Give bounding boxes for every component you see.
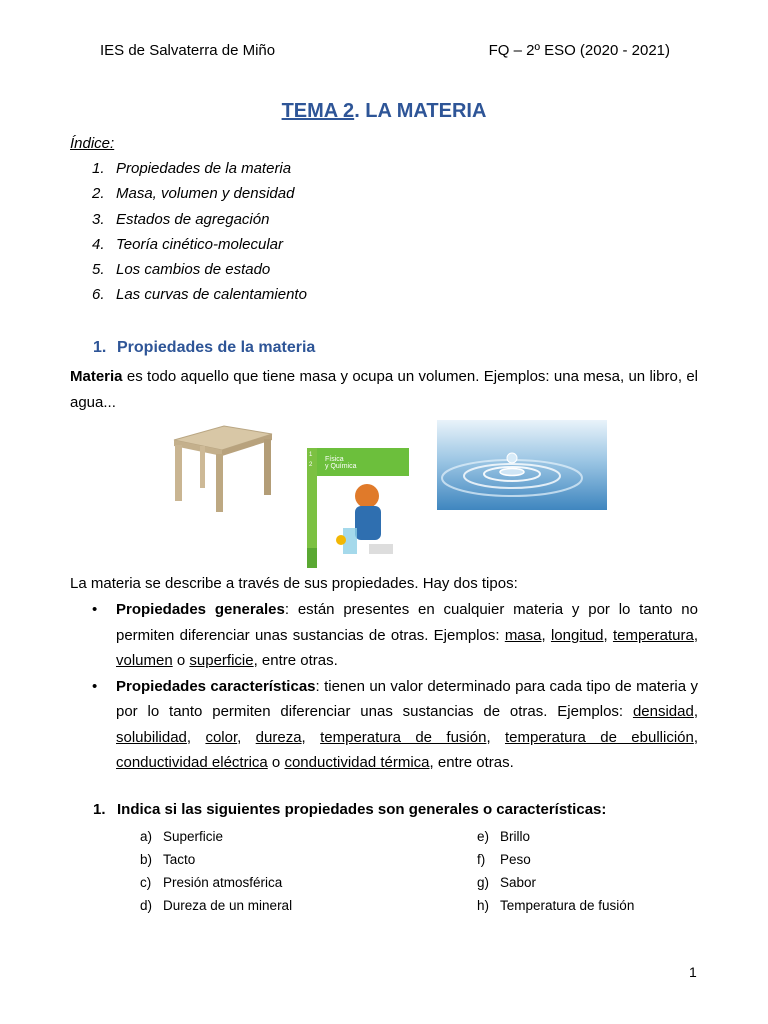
- index-item: [92, 210, 307, 235]
- separator: ,: [237, 728, 256, 746]
- example-mass: masa: [504, 626, 542, 644]
- option-item: [140, 874, 292, 897]
- example-density: densidad: [632, 703, 694, 720]
- index-item-text: Las curvas de calentamiento: [116, 286, 307, 304]
- exercise-text: Indica si las siguientes propiedades son generales o características:: [117, 801, 607, 818]
- water-drop-image: [437, 420, 607, 510]
- option-letter: a): [140, 829, 153, 844]
- title-name: . LA MATERIA: [354, 100, 487, 122]
- property-types-list: [92, 597, 698, 776]
- example-hardness: dureza: [255, 728, 302, 746]
- option-text: Dureza de un mineral: [163, 898, 293, 913]
- option-letter: g): [477, 875, 490, 890]
- intro-paragraph: La materia se describe a través de sus propiedades. Hay dos tipos:: [70, 575, 518, 592]
- general-text: : están presentes en cualquier materia y por lo tanto no permiten diferenciar unas sustancias de otras. Ejemplos:: [116, 601, 698, 644]
- page-title: [0, 100, 768, 123]
- exercise-num: 1.: [93, 801, 106, 818]
- option-text: Peso: [500, 852, 531, 867]
- page-number: 1: [689, 964, 697, 980]
- section-num: 1.: [93, 339, 107, 356]
- definition-text: es todo aquello que tiene masa y ocupa un volumen. Ejemplos: una mesa, un libro, el agua...: [70, 368, 698, 411]
- index-item: [92, 260, 307, 285]
- options-column-right: [477, 828, 634, 920]
- separator: o: [172, 652, 190, 669]
- book-cover-image: [307, 448, 409, 568]
- book-level-2: 2: [309, 462, 313, 468]
- example-color: color: [205, 728, 238, 746]
- index-item-num: 6.: [92, 286, 105, 304]
- example-surface: superficie: [189, 652, 254, 669]
- characteristic-text: : tienen un valor determinado para cada tipo de materia y por lo tanto permiten diferenciar unas sustancias de otras. Ejemplos:: [116, 677, 699, 720]
- index-item-num: 3.: [92, 210, 105, 228]
- option-text: Sabor: [500, 875, 537, 890]
- index-item-text: Masa, volumen y densidad: [116, 185, 295, 203]
- index-item: [92, 184, 307, 209]
- example-length: longitud: [550, 626, 604, 644]
- section-heading: [93, 339, 315, 357]
- general-term: Propiedades generales: [116, 601, 285, 618]
- option-text: Superficie: [163, 829, 224, 844]
- option-text: Tacto: [163, 852, 196, 867]
- option-text: Presión atmosférica: [163, 875, 283, 890]
- example-boiling-point: temperatura de ebullición: [504, 728, 694, 746]
- separator: ,: [693, 728, 699, 746]
- separator: o: [267, 754, 285, 771]
- option-letter: d): [140, 898, 153, 913]
- index-list: [92, 159, 307, 311]
- exercise-question: [93, 801, 606, 818]
- example-solubility: solubilidad: [116, 728, 187, 746]
- index-item: [92, 159, 307, 184]
- index-item-text: Los cambios de estado: [116, 261, 271, 279]
- option-item: [477, 874, 634, 897]
- header-course: FQ – 2º ESO (2020 - 2021): [488, 42, 670, 59]
- option-letter: e): [477, 829, 490, 844]
- index-item-text: Propiedades de la materia: [116, 160, 292, 177]
- separator: ,: [603, 626, 613, 644]
- title-topic: TEMA 2: [281, 100, 355, 122]
- option-letter: f): [477, 852, 486, 867]
- separator: ,: [693, 626, 698, 644]
- index-label: Índice:: [70, 135, 115, 152]
- definition-term: Materia: [70, 368, 123, 385]
- example-thermal-conductivity: conductividad térmica: [284, 754, 430, 771]
- index-item-num: 5.: [92, 261, 105, 279]
- index-item-num: 4.: [92, 235, 105, 253]
- book-cover-drawing: [307, 448, 409, 568]
- example-volume: volumen: [116, 652, 173, 669]
- option-letter: b): [140, 852, 153, 867]
- option-item: [140, 851, 292, 874]
- characteristic-term: Propiedades características: [116, 677, 316, 695]
- option-item: [477, 897, 634, 920]
- example-temperature: temperatura: [612, 626, 694, 644]
- option-item: [477, 828, 634, 851]
- example-melting-point: temperatura de fusión: [320, 728, 487, 746]
- option-letter: h): [477, 898, 490, 913]
- book-title-line1: Física: [325, 456, 344, 463]
- option-item: [477, 851, 634, 874]
- options-column-left: [140, 828, 292, 920]
- option-letter: c): [140, 875, 152, 890]
- general-end: , entre otras.: [253, 652, 338, 669]
- option-text: Brillo: [500, 829, 531, 844]
- index-item-num: 1.: [92, 160, 105, 177]
- separator: ,: [486, 728, 505, 746]
- option-item: [140, 897, 292, 920]
- book-title-line2: y Química: [325, 463, 357, 470]
- index-item: [92, 235, 307, 260]
- separator: ,: [301, 728, 321, 746]
- list-item-general: [92, 597, 698, 674]
- list-item-characteristic: [92, 674, 698, 776]
- book-level-1: 1: [309, 452, 313, 458]
- table-image: [160, 416, 284, 518]
- definition-paragraph: [70, 364, 698, 415]
- section-title: Propiedades de la materia: [117, 339, 316, 356]
- characteristic-end: , entre otras.: [429, 754, 514, 771]
- example-electrical-conductivity: conductividad eléctrica: [116, 754, 268, 771]
- option-item: [140, 828, 292, 851]
- index-item-text: Estados de agregación: [116, 210, 270, 228]
- index-item: [92, 285, 307, 310]
- option-text: Temperatura de fusión: [500, 898, 635, 913]
- separator: ,: [693, 703, 698, 720]
- header-school: IES de Salvaterra de Miño: [100, 42, 276, 59]
- separator: ,: [186, 728, 206, 746]
- index-item-num: 2.: [92, 185, 105, 203]
- separator: ,: [541, 626, 551, 644]
- index-item-text: Teoría cinético-molecular: [116, 235, 284, 253]
